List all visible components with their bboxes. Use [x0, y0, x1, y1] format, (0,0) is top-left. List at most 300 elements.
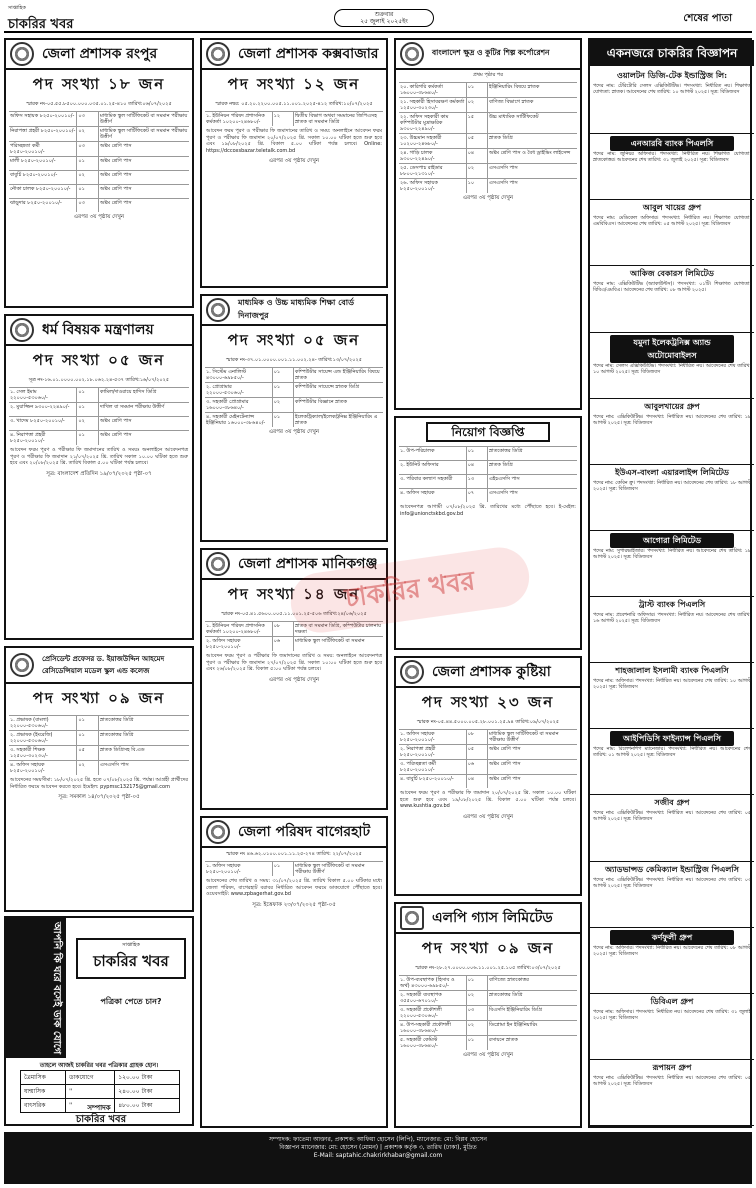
subtitle: প্রথম পৃষ্ঠার পর [473, 72, 503, 78]
post-name-salary: ১. উপ-পরিচালক [399, 447, 467, 460]
post-count-cell: ০২ [467, 991, 488, 1005]
qualification: অষ্টম শ্রেণি পাস [99, 186, 132, 192]
job-ad-company: এনআরবি ব্যাংক পিএলসি [610, 136, 734, 151]
job-ad [590, 465, 754, 531]
ad-lp-gas [394, 902, 582, 1128]
subscription-question: পত্রিকা পেতে চান? [100, 997, 162, 1006]
masthead-small: সাপ্তাহিক [8, 5, 26, 11]
qualification: স্নাতক ডিগ্রি [488, 462, 513, 468]
continued-note: এরপর ৩য় পৃষ্ঠায় দেখুন [462, 1052, 514, 1058]
post-row [205, 636, 383, 651]
qualification: দ্বিতীয় বিভাগ অথবা সমমানের জিপিএসহ স্নাতক বা সমমান ডিগ্রি [294, 113, 377, 125]
post-count: পদ সংখ্যা ০৯ জন [32, 689, 166, 707]
job-ad [590, 399, 754, 465]
post-name-salary: ২. সহকারী ব্যবস্থাপক ৩৫৫০০-৬৭০১০/- [399, 991, 467, 1005]
source-note: সূত্র: সমকাল ১৪/০৭/২০২৫ পৃষ্ঠা-০৫ [58, 794, 140, 800]
post-count-cell: ০২ [467, 98, 488, 112]
qualification: দাখিল বা সমমান পরীক্ষায় উত্তীর্ণ [99, 404, 165, 410]
qualification: কামিল/দাওরায়ে হাদিস ডিগ্রি [99, 389, 157, 395]
post-count: পদ সংখ্যা ০৫ জন [227, 331, 361, 349]
job-ad [590, 862, 754, 928]
post-row [399, 774, 577, 788]
post-count-cell: ০২ [77, 127, 99, 141]
post-row [9, 156, 189, 170]
job-ad-company: কর্ণফুলী গ্রুপ [610, 930, 734, 945]
brand-small: সাপ্তাহিক [122, 942, 140, 948]
post-count: পদ সংখ্যা ২৩ জন [421, 693, 555, 711]
post-row [205, 397, 383, 412]
post-row [9, 715, 189, 730]
job-ad-company: আগোরা লিমিটেড [610, 533, 734, 548]
plan-row [21, 1071, 180, 1085]
post-name-salary: ১. সিস্টেম এনালিস্ট ৪৩০০০-৬৯৮৫০/- [205, 368, 273, 382]
post-count-cell: ০৪ [467, 775, 488, 788]
post-row [205, 382, 383, 397]
job-ad [590, 333, 754, 399]
qualification: অষ্টম শ্রেণি পাস [488, 746, 521, 752]
post-table [6, 111, 192, 212]
post-row [399, 488, 577, 502]
post-row [399, 97, 577, 112]
post-count-cell: ১৩ [467, 475, 488, 488]
post-row [399, 148, 577, 163]
qualification: কম্পিউটার সায়েন্সে স্নাতক ডিগ্রি [294, 384, 360, 390]
job-ad-body: পদের নাম: প্রবেশনারি অফিসার। পদসংখ্যা: নির্ধারিত নয়। আবেদনের শেষ তারিখ: ১৬ আগস্ট ২০২৫। সূত্র: বিডিজবস [593, 613, 751, 624]
memo: সূত্র নং-১৬.০১.০০০০.০০২.১৮.০৬২.২৪-৫৩৭ তারিখ:১৬/০৭/২০২৫ [28, 377, 170, 383]
plan-price: ৪৮০.০০ টাকা [115, 1099, 180, 1113]
post-name-salary: ১. প্রভাষক (বাংলা) ২২০০০-৫৩০৬০/- [9, 716, 77, 730]
post-table [396, 446, 580, 502]
qualification: বিএসসি ইঞ্জিনিয়ারিং ডিগ্রি [488, 1007, 542, 1013]
qualification: বাণিজ্য বিভাগে স্নাতক [488, 99, 534, 105]
job-ad-body: পদের নাম: এক্সিকিউটিভ। পদসংখ্যা: নির্ধারিত নয়। আবেদনের শেষ তারিখ: ০৫ আগস্ট ২০২৫। সূত্র: বিডিজবস [593, 1075, 751, 1087]
brand-footer: চাকরির খবর [75, 1114, 127, 1125]
post-row [399, 1035, 577, 1050]
post-name-salary: ১. অফিস সহায়ক ৮২৫০-২০০১০/- [399, 730, 467, 744]
ad-banner [396, 40, 580, 70]
qualification: এসএসসি পাস [488, 180, 518, 186]
qualification: অষ্টম শ্রেণি পাস [99, 158, 132, 164]
qualification: অষ্টম শ্রেণি পাস [99, 418, 132, 424]
post-count-cell: ০২ [467, 164, 488, 178]
subscription-brand [76, 938, 186, 979]
post-count-cell: ০১ [273, 383, 294, 397]
subscription-box [4, 916, 194, 1126]
government-seal-icon [10, 42, 34, 66]
post-row [205, 412, 383, 427]
college-logo-icon [10, 653, 34, 677]
job-ad [590, 994, 754, 1060]
post-table [202, 861, 386, 876]
job-ad-company: আবুলখায়ের গ্রুপ [644, 400, 700, 411]
post-row [399, 729, 577, 744]
post-row [399, 975, 577, 990]
ad-body: আবেদনপত্র আগামী ০৭/০৮/২০২৫ খ্রি. তারিখের মধ্যে পৌঁছাতে হবে। ই-মেইল: info@unionctskbd.gov.bd [400, 504, 576, 517]
post-row [399, 82, 577, 97]
post-name-salary: নৌকা চালক ৮২৫০-২০০১০/- [9, 185, 77, 198]
post-count-cell: ০২ [273, 398, 294, 412]
job-ad-company: সজীব গ্রুপ [654, 797, 690, 808]
ad-body: আবেদন ফরম পূরণ ও পরীক্ষার ফি জমাদানের তারিখ ও সময়: অনলাইনে আবেদনপত্র পূরণ ও পরীক্ষার ফি জমাদান ২৭/০৭/২০২৫ খ্রি. সকাল ১০:০০ ঘটিকা হতে শুরু হবে এবং ২৬/০৮/২০২৫ খ্রি. বিকাল ৫:০০ ঘটিকা পর্যন্ত চলবে। [206, 653, 382, 672]
memo: স্মারক নং-০৫.৫৫.৮৫০০.০০০.০৩৫.০১.২৫-৪১০ তারিখ:০৬/০৭/২০২৫ [26, 101, 172, 107]
job-ad-body: পদের নাম: অফিসার। পদসংখ্যা: নির্ধারিত নয়। আবেদনের শেষ তারিখ: ৩১ জুলাই ২০২৫। সূত্র: বিডিজবস [593, 1009, 751, 1021]
post-row [399, 178, 577, 193]
post-count-cell: ০১ [273, 368, 294, 382]
post-name-salary: ২১. সহকারী হিসাবরক্ষণ কর্মকর্তা ১২৫০০-৩০২৩০/- [399, 98, 467, 112]
job-ad-company: আবুল খায়ের গ্রুপ [642, 202, 702, 213]
ad-title: বাংলাদেশ ক্ষুদ্র ও কুটির শিল্প কর্পোরেশন [432, 48, 550, 57]
post-table [396, 975, 580, 1050]
post-count-cell: ০১ [77, 185, 99, 198]
post-table [396, 729, 580, 788]
memo: স্মারক নং-৩৭.০১.০০০০.০০১.১১.০০২.২৪- তারিখ:১৩/০৭/২০২৫ [226, 357, 362, 363]
plan-via: ডাকযোগে [66, 1071, 115, 1085]
memo: স্মারক নং-২৮.২৭.০০০০.০০৬.১১.০০১.২৫.১০৫ তারিখ:০৩/০৭/২০২৫ [415, 965, 561, 971]
post-count-cell: ১২ [273, 112, 294, 126]
job-ad [590, 928, 754, 994]
qualification: অষ্টম শ্রেণি পাস [99, 143, 132, 149]
post-count-cell: ০৩ [467, 1006, 488, 1020]
post-name-salary: পরিচ্ছন্নতা কর্মী ৮২৫০-২০০১০/- [9, 142, 77, 156]
at-a-glance-heading: একনজরে চাকরির বিজ্ঞাপন [590, 40, 754, 66]
ad-rangpur [4, 38, 194, 308]
ad-body: আবেদন ফরম পূরণ ও পরীক্ষার ফি জমাদান ২০/০৭/২০২৫ খ্রি. সকাল ১০.০০ ঘটিকা হতে শুরু হবে এবং ১৯/০৮/২০২৫ খ্রি. বিকাল ৫.০০ ঘটিকা পর্যন্ত চলবে। www.kushtia.gov.bd [400, 790, 576, 809]
job-ad-company: ইউএস-বাংলা এয়ারলাইন্স লিমিটেড [615, 466, 729, 477]
ad-title: জেলা প্রশাসক কক্সবাজার [238, 46, 379, 62]
post-row [399, 759, 577, 774]
job-ad-company: ট্রাস্ট ব্যাংক পিএলসি [638, 599, 706, 609]
ad-dinajpur-board [200, 294, 388, 542]
post-name-salary: মালী ৮২৫০-২০০১০/- [9, 157, 77, 170]
post-name-salary: ৪. নিরাপত্তা প্রহরী ৮২৫০-২০০১০/- [9, 431, 77, 445]
post-name-salary: ২. প্রভাষক (ইংরেজি) ২২০০০-৫৩০৬০/- [9, 731, 77, 745]
footer-email: E-Mail: saptahic.chakrirkhabar@gmail.com [313, 1152, 443, 1159]
post-row [399, 744, 577, 759]
post-count: পদ সংখ্যা ০৫ জন [32, 351, 166, 369]
job-ad-body: পদের নাম: অফিসার। পদসংখ্যা: নির্ধারিত নয়। আবেদনের শেষ তারিখ: ০৮ আগস্ট ২০২৫। সূত্র: বিডিজবস [593, 945, 751, 957]
post-count-cell: ০৬ [273, 637, 294, 651]
post-name-salary: ৩. পরিচ্ছন্নতা কর্মী ৮২৫০-২০০১০/- [399, 760, 467, 774]
qualification: অষ্টম শ্রেণি পাস [488, 761, 521, 767]
post-count: পদ সংখ্যা ০৯ জন [421, 939, 555, 957]
post-name-salary: ২. ইউনিট অফিসার [399, 461, 467, 474]
post-row [399, 474, 577, 488]
ad-title: নিয়োগ বিজ্ঞপ্তি [426, 422, 550, 442]
job-ad-company: শাহজালাল ইসলামী ব্যাংক পিএলসি [615, 665, 729, 676]
post-count-cell: ০৩ [77, 199, 99, 212]
ad-title: প্রেসিডেন্ট প্রফেসর ড. ইয়াজউদ্দিন আহমেদ রেসিডেন্সিয়াল মডেল স্কুল এন্ড কলেজ [42, 654, 165, 675]
post-name-salary: ২৬. অফিস সহায়ক ৮২৫০-২০০১০/- [399, 179, 467, 193]
post-row [9, 760, 189, 775]
post-name-salary: ১. উপ-ব্যবস্থাপক (হিসাব ও অর্থ) ৪৩০০০-৬৯৮৫০/- [399, 976, 467, 990]
post-name-salary: ২২. অফিস সহকারী কাম কম্পিউটার মুদ্রাক্ষরিক ৯৩০০-২২৪৯০/- [399, 113, 467, 133]
continued-note: এরপর ৩য় পৃষ্ঠায় দেখুন [268, 158, 320, 164]
job-ad-body: পদের নাম: টেরিটোরি সেলস এক্সিকিউটিভ। পদসংখ্যা: নির্ধারিত নয়। শিক্ষাগত যোগ্যতা: স্নাতক। আবেদনের শেষ তারিখ: ১০ আগস্ট ২০২৫। সূত্র: বিডিজবস [593, 84, 751, 95]
qualification: অষ্টম শ্রেণি পাস ও বৈধ ড্রাইভিং লাইসেন্স [488, 150, 571, 156]
post-name-salary: ২৫. ডেসপাচ রাইডার ৮৮০০-২১৩১০/- [399, 164, 467, 178]
post-count-cell: ০২ [77, 171, 99, 184]
post-row [9, 745, 189, 760]
ad-college [4, 646, 194, 912]
watermark: চাকরির খবর [287, 544, 533, 637]
job-ad [590, 68, 754, 134]
date: ২৫ জুলাই ২০২৫ইং [360, 18, 408, 25]
qualification: বাণিজ্যে স্নাতকোত্তর [488, 977, 529, 983]
post-name-salary: ২. মুয়াজ্জিন ৯৩০০-২২৪৯০/- [9, 403, 77, 416]
post-row [9, 184, 189, 198]
ad-coxsbazar [200, 38, 388, 288]
qualification: অষ্টম শ্রেণি পাস [99, 200, 132, 206]
post-row [205, 861, 383, 876]
post-name-salary: ২৩. উচ্চমান সহকারী ১০২০০-২৪৬৮০/- [399, 134, 467, 148]
post-count-cell: ০১ [77, 157, 99, 170]
qualification: স্নাতক বা সমমান ডিগ্রি, কম্পিউটার চালনায় দক্ষতা [294, 623, 381, 635]
post-count-cell: ১৫ [467, 113, 488, 133]
qualification: অষ্টম শ্রেণি পাস [99, 432, 132, 438]
post-name-salary: ১. সেল ইমাম ২২০০০-৫৩০৬০/- [9, 388, 77, 402]
job-ad-company: আকিজ বেকারস লিমিটেড [630, 268, 714, 279]
post-table [202, 367, 386, 427]
post-count: পদ সংখ্যা ১২ জন [227, 75, 361, 93]
ad-banner [202, 296, 386, 326]
post-count-cell: ০১ [467, 976, 488, 990]
post-name-salary: ৩. পরিবার কল্যাণ সহকারী [399, 475, 467, 488]
editor-label: সম্পাদক [87, 1104, 111, 1112]
qualification: স্নাতকোত্তর ডিগ্রি [99, 717, 134, 723]
qualification: মাধ্যমিক স্কুল সার্টিফিকেট বা সমমান পরীক্ষায় উত্তীর্ণ [294, 863, 365, 875]
post-count-cell: ০১ [273, 413, 294, 427]
post-name-salary: ২৪. গাড়ি চালক ৯৩০০-২২৪৯০/- [399, 149, 467, 163]
qualification: মাধ্যমিক স্কুল সার্টিফিকেট বা সমমান পরীক্ষায় উত্তীর্ণ [99, 128, 188, 140]
memo: স্মারক নং ৪৬.৬২.০১০০.০০১.১১.২৫-২৭৪ তারিখ: ২২/০৭/২০২৫ [226, 851, 362, 857]
post-row [399, 990, 577, 1005]
ad-banner [202, 818, 386, 848]
ad-banner [396, 904, 580, 934]
post-table [396, 82, 580, 193]
date-day: শুক্রবার [374, 11, 394, 18]
job-ad-company: ওয়ালটন ডিজি-টেক ইন্ডাস্ট্রিজ লি: [616, 70, 728, 80]
job-ad-company: ডিবিএল গ্রুপ [650, 995, 694, 1006]
plan-price: ১২০.০০ টাকা [115, 1071, 180, 1085]
post-row [9, 111, 189, 126]
ad-banner [396, 658, 580, 688]
job-ad-body: পদের নাম: রিলেশনশিপ ম্যানেজার। পদসংখ্যা: নির্ধারিত নয়। আবেদনের শেষ তারিখ: ০১ আগস্ট ২০২৫। সূত্র: বিডিজবস [593, 747, 751, 759]
post-row [9, 402, 189, 416]
post-count-cell: ০৩ [77, 112, 99, 126]
plan-via: '' [66, 1099, 115, 1113]
memo: স্মারক নম্বর: ০৫.২০.২২০০.০০৫.১১.০০১.২০২৫-৪১২ তারিখ:১০/০৭/২০২৫ [215, 101, 373, 107]
post-row [399, 133, 577, 148]
ad-title: জেলা পরিষদ বাগেরহাট [238, 824, 371, 840]
footer-line: বিজ্ঞাপন ম্যানেজার: মো: হোসেন (মোমন) | প্রকাশক কর্তৃক ৩, তারিখ (ঢাকা), মুদ্রিত [279, 1144, 477, 1151]
qualification: অষ্টম শ্রেণি পাস [488, 776, 521, 782]
continued-note: এরপর ৩য় পৃষ্ঠায় দেখুন [268, 429, 320, 435]
ad-title: এলপি গ্যাস লিমিটেড [432, 910, 553, 926]
plan-price: ২৪০.০০ টাকা [115, 1085, 180, 1099]
corporation-logo-icon [400, 42, 424, 66]
post-count-cell: ০২ [77, 417, 99, 430]
subscription-notice: তাহলে আজই চাকরির খবর পত্রিকার গ্রাহক হোন। [39, 1062, 159, 1069]
job-ad-body: পদের নাম: জুনিয়র অফিসার। পদসংখ্যা: নির্ধারিত নয়। শিক্ষাগত যোগ্যতা: স্নাতকোত্তর। আবেদনের শেষ তারিখ: ৩১ জুলাই ২০২৫। সূত্র: বিডিজবস [593, 152, 751, 164]
job-ad-company: অ্যাডভান্সড কেমিক্যাল ইন্ডাস্ট্রিজ পিএলসি [605, 863, 739, 874]
qualification: কম্পিউটার সায়েন্স এন্ড ইঞ্জিনিয়ারিং বিষয়ে স্নাতক [294, 369, 380, 381]
post-name-salary: নিরাপত্তা প্রহরী ৮২৫০-২০০১০/- [9, 127, 77, 141]
post-count-cell: ০৮ [273, 622, 294, 636]
job-ad-body: পদের নাম: অফিসার। পদসংখ্যা: নির্ধারিত নয়। আবেদনের শেষ তারিখ: ১০ আগস্ট ২০২৫। সূত্র: বিডিজবস [593, 679, 751, 691]
government-seal-icon [206, 552, 230, 576]
post-name-salary: ৪. অফিস সহায়ক ৮২৫০-২০০১০/- [9, 761, 77, 775]
job-ad [590, 1060, 754, 1126]
post-row [9, 141, 189, 156]
job-ad-body: পদের নাম: কেবিন ক্রু। পদসংখ্যা: নির্ধারিত নয়। আবেদনের শেষ তারিখ: ১৮ আগস্ট ২০২৫। সূত্র: বিডিজবস [593, 480, 751, 492]
post-count-cell: ০১ [77, 431, 99, 445]
job-ad-body: পদের নাম: এক্সিকিউটিভ (অ্যাকাউন্টস)। পদসংখ্যা: ০১টি। শিক্ষাগত যোগ্যতা: বিবিএ/এমবিএ। আবেদনের শেষ তারিখ: ০৮ আগস্ট ২০২৫। [593, 282, 751, 294]
job-ad-body: পদের নাম: এক্সিকিউটিভ। পদসংখ্যা: নির্ধারিত নয়। আবেদনের শেষ তারিখ: ১৮ আগস্ট ২০২৫। সূত্র: বিডিজবস [593, 414, 751, 426]
post-count-cell: ০৫ [467, 134, 488, 148]
ad-banner [6, 316, 192, 346]
continued-note: এরপর ৩য় পৃষ্ঠায় দেখুন [268, 676, 320, 683]
qualification: কম্পিউটার বিজ্ঞানে স্নাতক [294, 399, 348, 405]
qualification: অষ্টম শ্রেণি পাস [99, 172, 132, 178]
job-ad [590, 134, 754, 200]
qualification: স্নাতকোত্তর ডিগ্রি [99, 732, 134, 738]
government-seal-icon [400, 660, 424, 684]
post-count-cell: ০২ [77, 761, 99, 775]
continued-note: এরপর ৩য় পৃষ্ঠায় দেখুন [73, 214, 125, 220]
qualification: এসএসসি পাস [488, 490, 518, 496]
memo: স্মারক নং-০৫.৪১.৫৬০০.০০৫.১১.০০১.২৫-৫০৬ তারিখ:২৪/০৬/২০২৫ [221, 611, 367, 617]
qualification: ডিপ্লোমা ইন ইঞ্জিনিয়ারিং [488, 1022, 538, 1028]
job-ad-company: রূপায়ন গ্রুপ [652, 1061, 692, 1072]
qualification: উচ্চ মাধ্যমিক সার্টিফিকেট [488, 114, 539, 120]
post-count-cell: ০৬ [467, 760, 488, 774]
ad-body: আবেদন ফরম পূরণ ও পরীক্ষার ফি জমাদানের তারিখ ও সময়ঃ অনলাইনে আবেদনপত্র পূরণ ও পরীক্ষার ফি জমাদান ২১/০৭/২০২৫ খ্রি. তারিখ সকাল ১০.০০ ঘটিকা হতে শুরু হবে এবং ২০/০৮/২০২৫ খ্রি. তারিখ বিকাল ৫.০০ ঘটিকা পর্যন্ত চলবে। [10, 447, 188, 466]
post-name-salary: ১. ইউনিয়ন পরিষদ প্রশাসনিক কর্মকর্তা ১০২০০-২৪৬৮০/- [205, 112, 273, 126]
post-count-cell: ০১ [77, 388, 99, 402]
qualification: মাধ্যমিক স্কুল সার্টিফিকেট বা সমমান পরীক্ষায় উত্তীর্ণ [488, 731, 559, 743]
source-note: সূত্র: ইত্তেফাক ২৩/০৭/২০২৫ পৃষ্ঠা-০৫ [252, 901, 336, 908]
post-row [9, 126, 189, 141]
ad-body: আবেদনের শেষ তারিখ ও সময়: ৩১/০৭/২০২৫ খ্রি. তারিখ বিকাল ৫.০০ ঘটিকার মধ্যে জেলা পরিষদ, বাগেরহাট বরাবর নির্ধারিত আবেদন ফরমে ডাকযোগে পৌঁছাতে হবে। ওয়েবসাইট: www.zpbagerhat.gov.bd [206, 878, 382, 897]
post-name-salary: ৪. উপ-সহকারী প্রকৌশলী ১৬০০০-৩৮৬৪০/- [399, 1021, 467, 1035]
post-count-cell: ১০ [467, 179, 488, 193]
post-count-cell: ০১ [467, 83, 488, 97]
post-count-cell: ০৫ [467, 745, 488, 759]
post-count-cell: ০১ [467, 447, 488, 460]
masthead [8, 5, 73, 36]
ad-bagerhat [200, 816, 388, 1128]
brand-title: চাকরির খবর [93, 952, 169, 970]
ad-banner [202, 40, 386, 70]
post-name-salary: ৫. সহকারী কেমিস্ট ১৬০০০-৩৮৬৪০/- [399, 1036, 467, 1050]
post-row [399, 112, 577, 133]
qualification: ইলেকট্রিক্যাল/ইলেকট্রনিক্স ইঞ্জিনিয়ারিং এ স্নাতক [294, 414, 378, 426]
job-ad [590, 795, 754, 861]
plan-name: বাৎসরিক [21, 1099, 66, 1113]
ad-banner [6, 648, 192, 684]
qualification: এইচএসসি পাস [488, 476, 520, 482]
plan-name: ষান্মাসিক [21, 1085, 66, 1099]
post-row [9, 170, 189, 184]
plan-name: ত্রৈমাসিক [21, 1071, 66, 1085]
qualification: রসায়নে স্নাতক [488, 1037, 518, 1043]
post-name-salary: বাবুর্চি ৮২৫০-২০০১০/- [9, 171, 77, 184]
post-count: পদ সংখ্যা ১৮ জন [32, 75, 166, 93]
job-ad-body: পদের নাম: এক্সিকিউটিভ। পদসংখ্যা: নির্ধারিত নয়। আবেদনের শেষ তারিখ: ০৫ আগস্ট ২০২৫। সূত্র: বিডিজবস [593, 811, 751, 823]
job-ad [590, 729, 754, 795]
ad-body: আবেদন ফরম পূরণ ও পরীক্ষার ফি জমাদানের তারিখ ও সময়: অনলাইনে আবেদন ফরম পূরণ ও পরীক্ষার ফি জমাদান ২০/০৭/২০২৫ খ্রি. সকাল ১০.০০ ঘটিকা হতে শুরু হবে এবং ১৯/০৮/২০২৫ খ্রি. বিকাল ৫.০০ ঘটিকা পর্যন্ত চলবে। Online: https://dccoxsbazar.teletalk.com.bd [206, 128, 382, 154]
qualification: এসএসসি পাস [99, 762, 129, 768]
ad-bscic [394, 38, 582, 410]
post-row [9, 387, 189, 402]
post-row [399, 163, 577, 178]
memo: স্মারক নং-০৫.৪৪.৫০০০.০০৫.২৮.০০১.২৫.৯৪ তারিখ:০৯/০৭/২০২৫ [416, 719, 560, 725]
post-count: পদ সংখ্যা ১৪ জন [227, 585, 361, 603]
post-name-salary: ২. প্রোগ্রামার ২২০০০-৫৩০৬০/- [205, 383, 273, 397]
post-row [9, 416, 189, 430]
post-name-salary: ঝাড়ুদার ৮২৫০-২০০১০/- [9, 199, 77, 212]
post-row [399, 1020, 577, 1035]
board-logo-icon [206, 298, 230, 322]
post-count-cell: ০১ [77, 716, 99, 730]
job-ad [590, 266, 754, 332]
post-count-cell: ০৫ [77, 746, 99, 760]
post-count-cell: ০৩ [77, 142, 99, 156]
post-row [399, 446, 577, 460]
post-row [9, 198, 189, 212]
ad-kushtia [394, 656, 582, 896]
post-name-salary: ৪. অফিস সহায়ক [399, 489, 467, 502]
post-count-cell: ০৪ [467, 149, 488, 163]
post-table [202, 111, 386, 126]
footer-line: সম্পাদক: ফাতেমা আক্তার, প্রকাশক: আফিয়া হোসেন (লিপি), ম্যানেজার: মো: বিপ্লব হোসেন [269, 1136, 487, 1143]
post-name-salary: ২০. কারিগরি কর্মকর্তা ১৬০০০-৩৮৬৪০/- [399, 83, 467, 97]
post-name-salary: ৩. সহকারী প্রোগ্রামার ১৬০০০-৩৮৬৪০/- [205, 398, 273, 412]
post-count-cell: ০৪ [467, 461, 488, 474]
ad-religion [4, 314, 194, 640]
post-row [399, 460, 577, 474]
post-name-salary: ৪. বাবুর্চি ৮২৫০-২০০১০/- [399, 775, 467, 788]
post-count-cell: ০১ [273, 862, 294, 876]
post-row [399, 1005, 577, 1020]
ad-banner [6, 40, 192, 70]
job-ad-body: পদের নাম: সুপারভাইজার। পদসংখ্যা: নির্ধারিত নয়। আবেদনের শেষ তারিখ: ১৮ আগস্ট ২০২৫। সূত্র: বিডিজবস [593, 548, 751, 560]
post-table [6, 715, 192, 775]
post-row [205, 111, 383, 126]
post-count-cell: ০১ [467, 1036, 488, 1050]
job-ad-company: আইপিডিসি ফাইন্যান্স পিএলসি [610, 731, 734, 746]
continued-note: এরপর ৩য় পৃষ্ঠায় দেখুন [462, 813, 514, 820]
qualification: স্নাতকোত্তর ডিগ্রি [488, 448, 523, 454]
government-seal-icon [10, 318, 34, 342]
lp-gas-logo-icon [400, 906, 424, 930]
qualification: এসএসসি পাস [488, 165, 518, 171]
column-4 [588, 38, 752, 1128]
ad-title: মাধ্যমিক ও উচ্চ মাধ্যমিক শিক্ষা বোর্ড দিনাজপুর [238, 297, 354, 320]
ad-body: আবেদনের সময়সীমা: ১৮/০৭/২০২৫ খ্রি. হতে ০৭/০৮/২০২৫ খ্রি. পর্যন্ত। আগ্রহী প্রার্থীদের নির্ধারিত ফরমে আবেদন করতে হবে। ইমেইল: pypmsc132175@gmail.com [10, 777, 188, 790]
ad-title: ধর্ম বিষয়ক মন্ত্রণালয় [42, 322, 154, 338]
job-ad-body: পদের নাম: এক্সিকিউটিভ। পদসংখ্যা: নির্ধারিত নয়। আবেদনের শেষ তারিখ: ০৩ আগস্ট ২০২৫। সূত্র: বিডিজবস [593, 877, 751, 889]
subscription-side-text: আপনি কি ঘরে বসেই ডাক যোগে [6, 918, 66, 1058]
date-pill [334, 9, 434, 27]
qualification: স্নাতকোত্তর ডিগ্রি [488, 992, 523, 998]
qualification: ইঞ্জিনিয়ারিং বিষয়ে স্নাতক [488, 84, 540, 90]
masthead-title: চাকরির খবর [8, 17, 74, 32]
post-count-cell: ০১ [77, 731, 99, 745]
plan-via: '' [66, 1085, 115, 1099]
post-name-salary: ১. ইউনিয়ন পরিষদ প্রশাসনিক কর্মকর্তা ১০২০০-২৪৬৮০/- [205, 622, 273, 636]
ad-title: জেলা প্রশাসক রংপুর [42, 46, 158, 62]
